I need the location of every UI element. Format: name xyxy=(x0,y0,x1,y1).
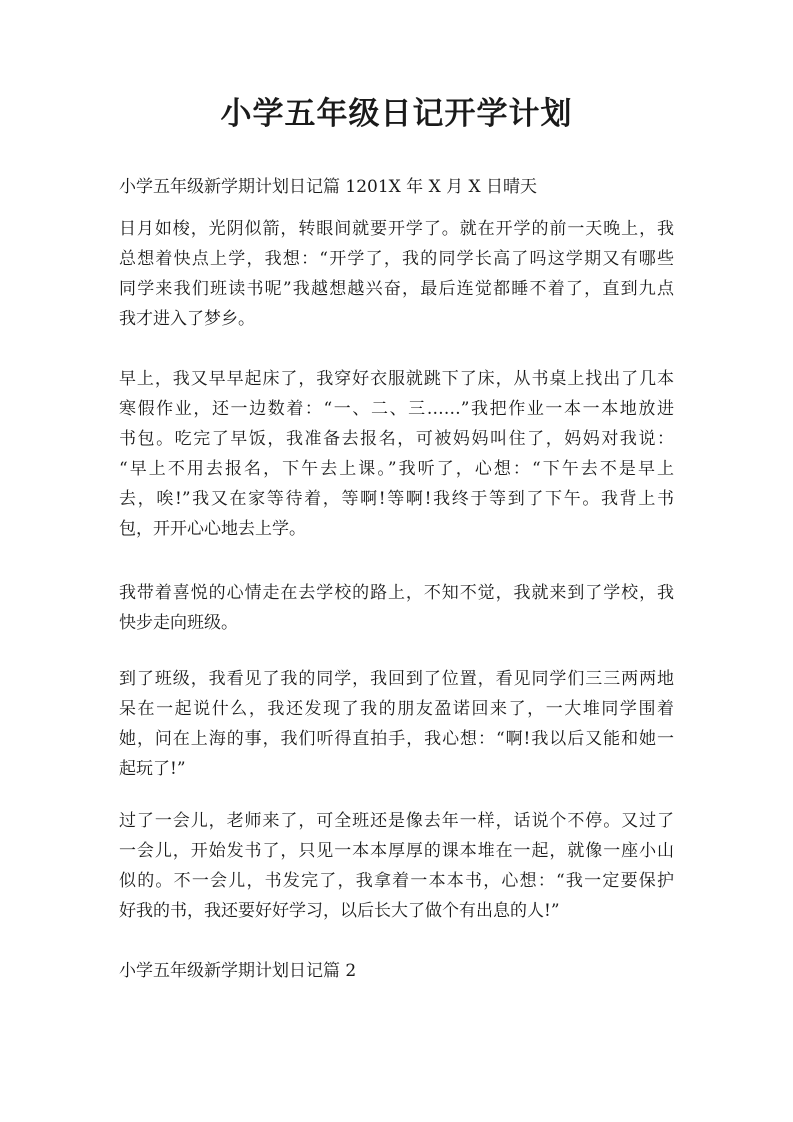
text-line: 总想着快点上学，我想：“开学了，我的同学长高了吗这学期又有哪些 xyxy=(119,249,674,269)
text-line: 日月如梭，光阴似箭，转眼间就要开学了。就在开学的前一天晚上，我 xyxy=(119,219,674,239)
text-line: 起玩了!” xyxy=(119,759,186,779)
footer-heading xyxy=(119,956,674,986)
text-line: 书包。吃完了早饭，我准备去报名，可被妈妈叫住了，妈妈对我说： xyxy=(119,429,674,449)
text-line: 早上，我又早早起床了，我穿好衣服就跳下了床，从书桌上找出了几本 xyxy=(119,369,674,389)
text-line: “早上不用去报名，下午去上课。”我听了，心想：“下午去不是早上 xyxy=(119,459,674,479)
text-line: 去，唉!”我又在家等待着，等啊!等啊!我终于等到了下午。我背上书 xyxy=(119,489,674,509)
text-line: 同学来我们班读书呢”我越想越兴奋，最后连觉都睡不着了，直到九点 xyxy=(119,279,674,299)
text-line: 快步走向班级。 xyxy=(119,613,238,633)
text-line: 呆在一起说什么，我还发现了我的朋友盈诺回来了，一大堆同学围着 xyxy=(119,699,674,719)
paragraph-4 xyxy=(119,664,674,784)
text-line: 小学五年级新学期计划日记篇 1201X 年 X 月 X 日晴天 xyxy=(119,177,537,197)
text-line: 包，开开心心地去上学。 xyxy=(119,519,306,539)
text-line: 过了一会儿，老师来了，可全班还是像去年一样，话说个不停。又过了 xyxy=(119,811,674,831)
text-line: 寒假作业，还一边数着：“一、二、三……”我把作业一本一本地放进 xyxy=(119,399,674,419)
subtitle-line xyxy=(119,172,674,202)
paragraph-3 xyxy=(119,578,674,638)
text-line: 一会儿，开始发书了，只见一本本厚厚的课本堆在一起，就像一座小山 xyxy=(119,841,674,861)
paragraph-2 xyxy=(119,364,674,544)
page-title: 小学五年级日记开学计划 xyxy=(220,96,573,132)
text-line: 我才进入了梦乡。 xyxy=(119,309,255,329)
text-line: 好我的书，我还要好好学习，以后长大了做个有出息的人!” xyxy=(119,901,560,921)
text-line: 到了班级，我看见了我的同学，我回到了位置，看见同学们三三两两地 xyxy=(119,669,674,689)
paragraph-5 xyxy=(119,806,674,926)
text-line: 小学五年级新学期计划日记篇 2 xyxy=(119,961,357,981)
text-line: 我带着喜悦的心情走在去学校的路上，不知不觉，我就来到了学校，我 xyxy=(119,583,674,603)
text-line: 似的。不一会儿，书发完了，我拿着一本本书，心想：“我一定要保护 xyxy=(119,871,674,891)
paragraph-1 xyxy=(119,214,674,334)
text-line: 她，问在上海的事，我们听得直拍手，我心想：“啊!我以后又能和她一 xyxy=(119,729,674,749)
